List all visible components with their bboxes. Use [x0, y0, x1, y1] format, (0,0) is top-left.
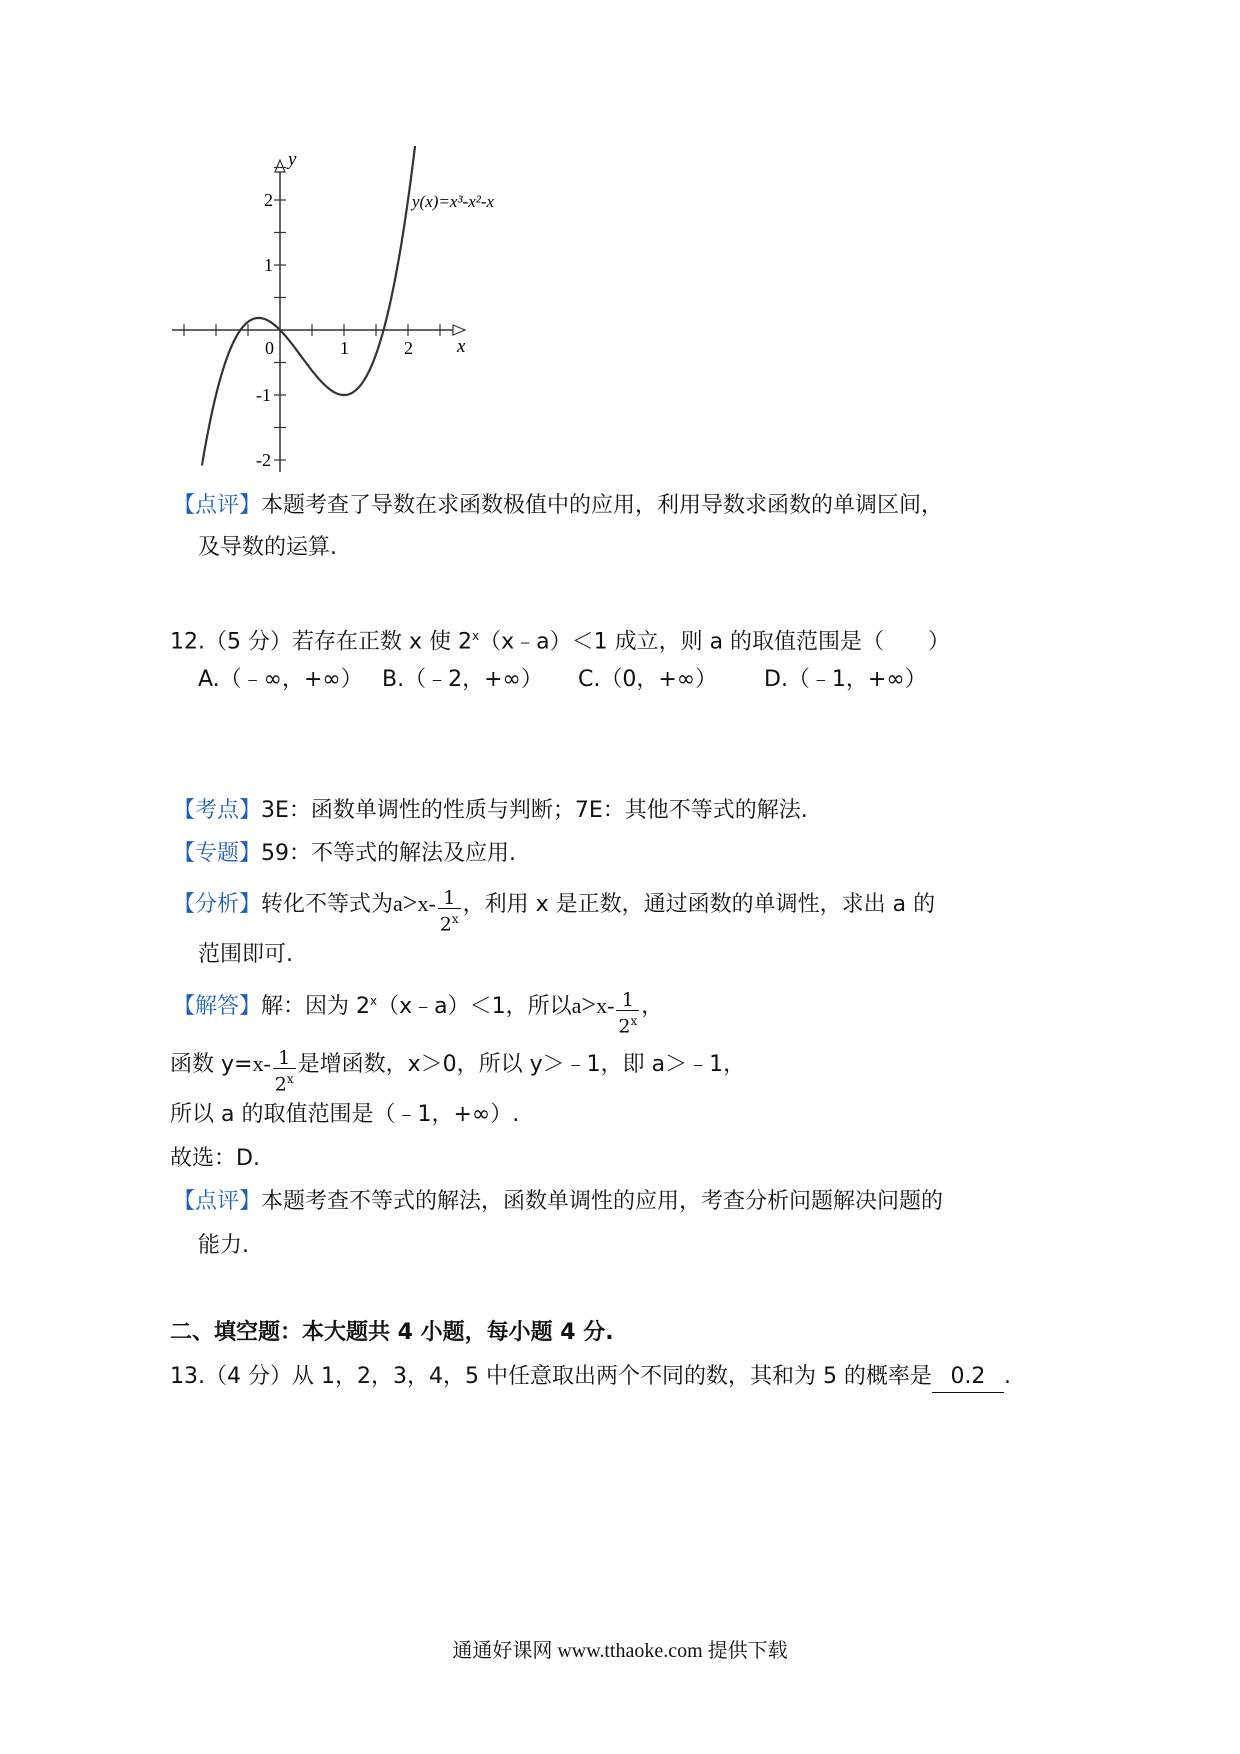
- jieda-fraction-den-base: 2: [618, 1015, 631, 1038]
- x-axis-arrow: [453, 325, 465, 335]
- fraction-numerator: 1: [438, 888, 461, 909]
- line4-text: 故选：D.: [170, 1146, 260, 1171]
- line2-a: 函数 y=: [170, 1052, 253, 1078]
- section-heading: [170, 1318, 614, 1348]
- jieda-fraction-den-sup: x: [630, 1014, 638, 1028]
- y-axis-label: y: [288, 149, 297, 170]
- y-tick-label: -1: [256, 385, 271, 405]
- q13-answer: 0.2: [950, 1364, 986, 1389]
- fenxi-tag: 【分析】: [173, 892, 262, 918]
- zhuanti-tag: 【专题】: [173, 841, 262, 866]
- fenxi-a: 转化不等式为: [261, 892, 394, 918]
- q12-solution-line4: [170, 1144, 260, 1174]
- q13-stem-text: 13.（4 分）从 1，2，3，4，5 中任意取出两个不同的数，其和为 5 的概率是: [170, 1364, 932, 1389]
- y-tick-label: 2: [264, 190, 273, 210]
- expr-a: a: [393, 891, 403, 917]
- fenxi-b: ，利用 x 是正数，通过函数的单调性，求出 a 的: [462, 892, 936, 918]
- line2-fraction-numerator: 1: [273, 1048, 296, 1069]
- graph-ticks: [184, 168, 440, 471]
- jieda-expr-gt: >: [581, 990, 597, 1020]
- fenxi-c: 范围即可.: [198, 942, 293, 967]
- q12-stem-b: （x﹣a）＜1 成立，则 a 的取值范围是（ ）: [479, 629, 951, 655]
- dianping-text2: 能力.: [198, 1233, 249, 1258]
- line2-b: 是增函数，x＞0，所以 y＞﹣1，即 a＞﹣1，: [297, 1052, 746, 1078]
- x-tick-label: 2: [404, 338, 413, 358]
- kaodian-tag: 【考点】: [173, 798, 262, 823]
- line2-fraction-den-sup: x: [286, 1072, 294, 1086]
- q11-comment-text1: 本题考查了导数在求函数极值中的应用，利用导数求函数的单调区间，: [261, 493, 944, 518]
- line2-fraction: [273, 1048, 296, 1094]
- line2-fraction-denominator: [273, 1069, 296, 1094]
- q13-answer-blank: [932, 1362, 1004, 1393]
- line3-text: 所以 a 的取值范围是（﹣1，+∞）.: [170, 1102, 520, 1127]
- q12-option-a: [198, 665, 363, 695]
- y-tick-label: 1: [264, 255, 273, 275]
- x-axis-label: x: [457, 336, 466, 357]
- expr-x: x-: [417, 891, 436, 917]
- q12-option-d-text: D.（﹣1，+∞）: [764, 667, 927, 692]
- fraction-den-sup: x: [451, 912, 459, 926]
- q11-comment-line1: [173, 491, 943, 521]
- jieda-a: 解：因为 2: [261, 994, 371, 1020]
- jieda-sup: x: [370, 993, 378, 1008]
- q12-fenxi-cont: [198, 940, 293, 970]
- y-axis-arrow: [275, 160, 285, 172]
- q12-stem-a: 12.（5 分）若存在正数 x 使 2: [170, 629, 472, 655]
- q12-option-d: [764, 665, 927, 695]
- jieda-tag: 【解答】: [173, 994, 262, 1020]
- fraction: [438, 888, 461, 934]
- q13-end: .: [1003, 1364, 1011, 1389]
- q12-stem-sup: x: [471, 629, 480, 643]
- page-footer: [0, 1634, 1240, 1663]
- q12-zhuanti: [173, 839, 516, 869]
- q12-dianping-line1: [173, 1187, 943, 1217]
- x-tick-label: 0: [265, 338, 274, 358]
- q12-dianping-line2: [198, 1231, 249, 1261]
- q12-option-a-text: A.（﹣∞，+∞）: [198, 667, 363, 692]
- q12-option-b: [382, 665, 543, 695]
- line2-expr-x: x-: [252, 1051, 271, 1077]
- jieda-expr-a: a: [571, 993, 582, 1019]
- q11-comment-tag: 【点评】: [173, 493, 262, 518]
- dianping-tag: 【点评】: [173, 1189, 262, 1214]
- q11-comment-line2: [198, 533, 337, 563]
- q11-comment-text2: 及导数的运算.: [198, 535, 337, 560]
- q12-solution-line2: [170, 1042, 746, 1096]
- q12-option-c-text: C.（0，+∞）: [578, 667, 718, 692]
- fraction-denominator: [438, 909, 461, 934]
- jieda-fraction-denominator: [616, 1011, 639, 1036]
- jieda-fraction: [616, 990, 639, 1036]
- q13-stem: [170, 1362, 1011, 1393]
- function-graph: [160, 140, 540, 480]
- footer-text: 通通好课网 www.tthaoke.com 提供下载: [452, 1640, 788, 1662]
- q12-option-c: [578, 665, 717, 695]
- q12-fenxi: [173, 882, 936, 936]
- line2-fraction-den-base: 2: [274, 1073, 287, 1096]
- y-tick-label: -2: [256, 450, 271, 470]
- expr-gt: >: [402, 888, 418, 918]
- q12-option-b-text: B.（﹣2，+∞）: [382, 667, 543, 692]
- x-tick-label: 1: [340, 338, 349, 358]
- q12-kaodian: [173, 796, 808, 826]
- jieda-expr-x: x-: [596, 993, 615, 1019]
- q12-stem: [170, 621, 950, 657]
- kaodian-text: 3E：函数单调性的性质与判断；7E：其他不等式的解法.: [261, 798, 808, 823]
- q12-solution-line3: [170, 1100, 519, 1130]
- zhuanti-text: 59：不等式的解法及应用.: [261, 841, 517, 866]
- jieda-fraction-numerator: 1: [616, 990, 639, 1011]
- section-heading-text: 二、填空题：本大题共 4 小题，每小题 4 分.: [170, 1320, 614, 1345]
- q12-jieda: [173, 984, 664, 1038]
- dianping-text1: 本题考查不等式的解法，函数单调性的应用，考查分析问题解决问题的: [261, 1189, 944, 1214]
- curve-label: y(x)=x³-x²-x: [412, 192, 495, 211]
- jieda-c: ，: [641, 994, 664, 1020]
- jieda-b: （x﹣a）＜1，所以: [377, 994, 572, 1020]
- fraction-den-base: 2: [439, 913, 452, 936]
- function-curve: [202, 146, 415, 466]
